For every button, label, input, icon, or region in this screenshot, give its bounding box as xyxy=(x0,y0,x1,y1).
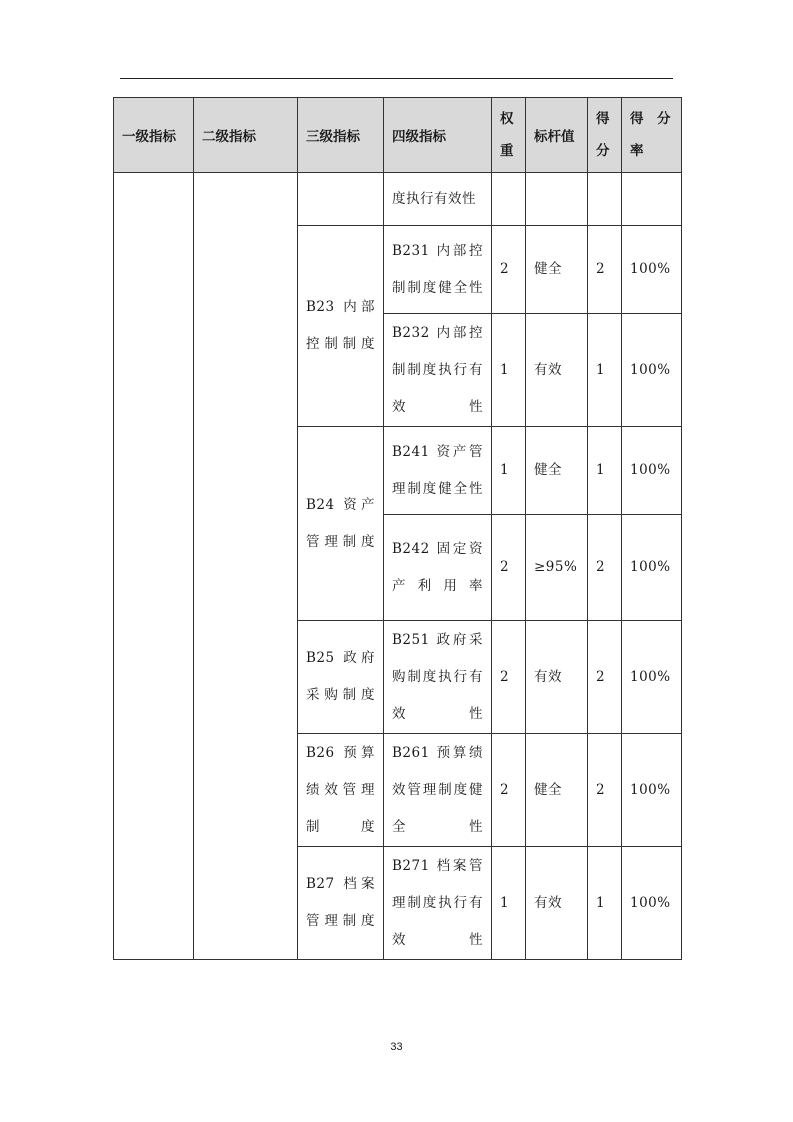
level4-cell: B231 内部控制制度健全性 xyxy=(384,226,492,314)
level3-cell: B25 政府采购制度 xyxy=(298,621,384,734)
rate-cell: 100% xyxy=(622,427,682,515)
score-cell: 2 xyxy=(588,515,622,621)
level1-cell xyxy=(114,173,194,960)
benchmark-cell xyxy=(526,173,588,226)
score-cell: 2 xyxy=(588,226,622,314)
header-rate-line2: 率 xyxy=(630,143,644,159)
score-cell xyxy=(588,173,622,226)
rate-cell: 100% xyxy=(622,226,682,314)
score-cell: 2 xyxy=(588,734,622,847)
header-rate xyxy=(622,98,682,173)
level4-cell: B242 固定资产利用率 xyxy=(384,515,492,621)
weight-cell: 2 xyxy=(492,621,526,734)
page-number: 33 xyxy=(390,1041,403,1053)
rate-cell: 100% xyxy=(622,515,682,621)
header-weight xyxy=(492,98,526,173)
header-score xyxy=(588,98,622,173)
score-cell: 1 xyxy=(588,847,622,960)
header-level3: 三级指标 xyxy=(298,98,384,173)
level3-cell xyxy=(298,173,384,226)
level4-cell: B241 资产管理制度健全性 xyxy=(384,427,492,515)
header-rule xyxy=(120,78,673,79)
rate-cell xyxy=(622,173,682,226)
level4-cell: B261 预算绩效管理制度健全性 xyxy=(384,734,492,847)
score-cell: 1 xyxy=(588,314,622,427)
header-row xyxy=(114,98,682,173)
benchmark-cell: 有效 xyxy=(526,621,588,734)
weight-cell: 1 xyxy=(492,847,526,960)
header-weight-line1: 权 xyxy=(500,111,514,127)
rate-cell: 100% xyxy=(622,734,682,847)
benchmark-cell: 健全 xyxy=(526,226,588,314)
table-row xyxy=(114,173,682,226)
level3-cell: B27 档案管理制度 xyxy=(298,847,384,960)
level4-cell: B232 内部控制制度执行有效性 xyxy=(384,314,492,427)
header-level2: 二级指标 xyxy=(194,98,298,173)
benchmark-cell: 健全 xyxy=(526,427,588,515)
header-level4: 四级指标 xyxy=(384,98,492,173)
benchmark-cell: 健全 xyxy=(526,734,588,847)
score-cell: 1 xyxy=(588,427,622,515)
header-weight-line2: 重 xyxy=(500,143,514,159)
rate-cell: 100% xyxy=(622,847,682,960)
weight-cell: 2 xyxy=(492,734,526,847)
rate-cell: 100% xyxy=(622,314,682,427)
header-benchmark: 标杆值 xyxy=(526,98,588,173)
benchmark-cell: ≥95% xyxy=(526,515,588,621)
header-score-line1: 得 xyxy=(596,111,610,127)
level3-cell: B26 预算绩效管理制度 xyxy=(298,734,384,847)
weight-cell: 2 xyxy=(492,226,526,314)
level2-cell xyxy=(194,173,298,960)
level3-cell: B23 内部控制制度 xyxy=(298,226,384,427)
score-cell: 2 xyxy=(588,621,622,734)
benchmark-cell: 有效 xyxy=(526,847,588,960)
weight-cell: 1 xyxy=(492,314,526,427)
weight-cell xyxy=(492,173,526,226)
header-level1: 一级指标 xyxy=(114,98,194,173)
header-rate-line1: 得 分 xyxy=(630,111,671,127)
level4-cell: 度执行有效性 xyxy=(384,173,492,226)
benchmark-cell: 有效 xyxy=(526,314,588,427)
level4-cell: B271 档案管理制度执行有效性 xyxy=(384,847,492,960)
indicator-table xyxy=(113,97,682,960)
header-score-line2: 分 xyxy=(596,143,610,159)
rate-cell: 100% xyxy=(622,621,682,734)
level4-cell: B251 政府采购制度执行有效性 xyxy=(384,621,492,734)
weight-cell: 1 xyxy=(492,427,526,515)
weight-cell: 2 xyxy=(492,515,526,621)
level3-cell: B24 资产管理制度 xyxy=(298,427,384,621)
